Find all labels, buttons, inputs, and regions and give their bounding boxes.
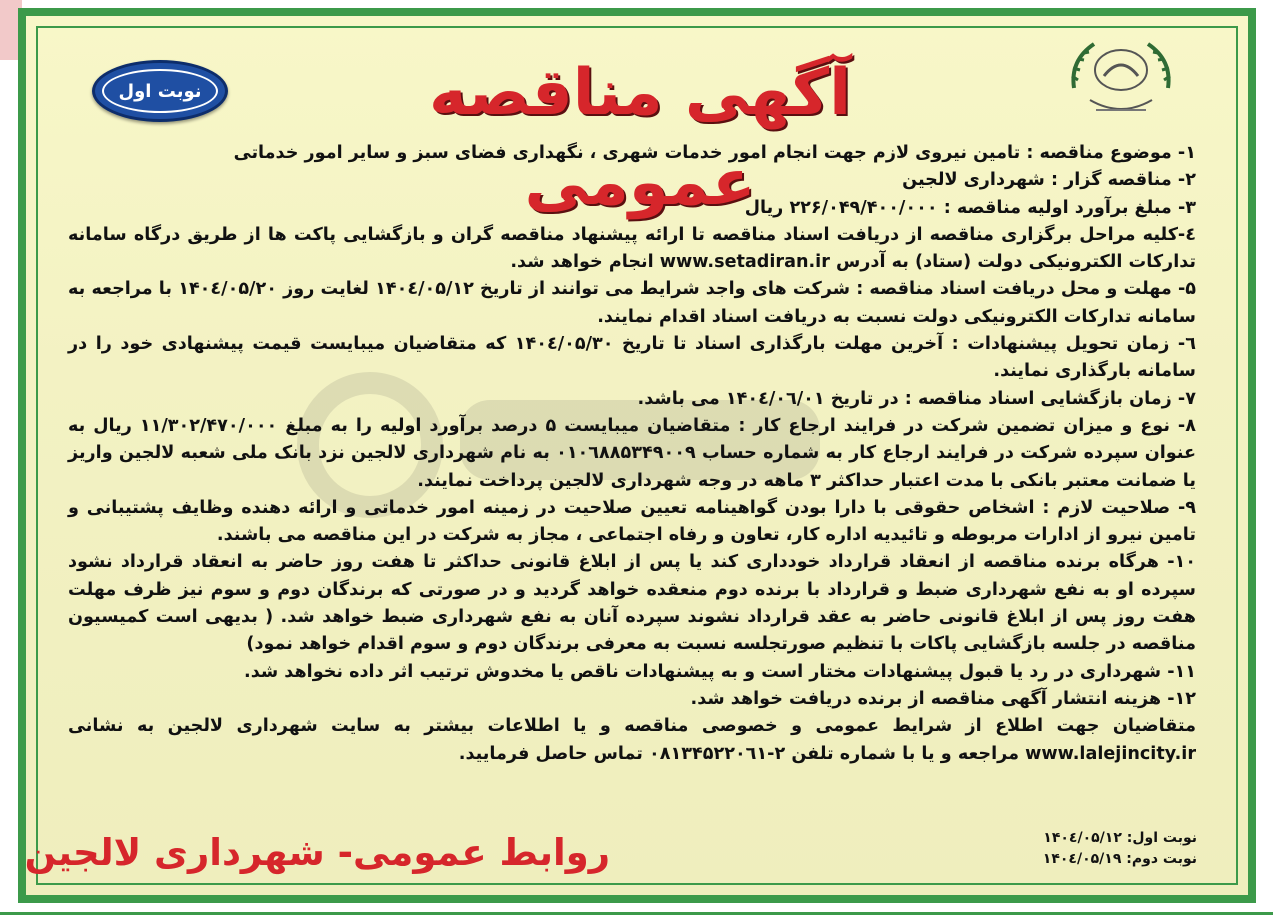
insertion-badge-label: نوبت اول bbox=[102, 69, 218, 113]
footer-signature: روابط عمومی- شهرداری لالجین bbox=[24, 831, 610, 874]
notice-item-subject: ۱- موضوع مناقصه : تامین نیروی لازم جهت انجام امور خدمات شهری ، نگهداری فضای سبز و سایر امور خدماتی bbox=[233, 143, 1196, 163]
notice-item-estimate: ۳- مبلغ برآورد اولیه مناقصه : ۲۲۶/۰۴۹/۴۰۰/۰۰۰ ریال bbox=[744, 197, 1196, 218]
notice-item-document-deadline: ۵- مهلت و محل دریافت اسناد مناقصه : شرکت های واجد شرایط می توانند از تاریخ ۱۴۰٤/۰۵/۱۲ لغایت روز ۱۴۰٤/۰۵/۲۰ با مراجعه به سامانه تدارکات الکترونیکی دولت نسبت به دریافت اسناد اقدام نمایند. bbox=[68, 279, 1197, 327]
bottom-divider bbox=[0, 912, 1273, 915]
notice-item-procedure: ٤-کلیه مراحل برگزاری مناقصه از دریافت اسناد مناقصه تا ارائه پیشنهاد مناقصه گران و بازگشایی پاکت ها از طریق درگاه سامانه تدارکات الکترونیکی دولت (ستاد) به آدرس www.setadiran.ir انجام خواهد شد. bbox=[68, 224, 1196, 273]
notice-item-winner-terms: ۱۰- هرگاه برنده مناقصه از انعقاد قرارداد خودداری کند یا پس از ابلاغ قانونی حداکثر تا هفت روز حاضر به انعقاد قرارداد نشود سپرده او به نفع شهرداری ضبط و قرارداد با برنده دوم منعقده خواهد گردید و در صورتی که برندگان دوم و سوم نیز ظرف مهلت هفت روز پس از ابلاغ قانونی حاضر به عقد قرارداد نشوند سپرده آنان به نفع شهرداری ضبط خواهد شد. ( بدیهی است کمیسیون مناقصه در جلسه بازگشایی پاکات با تنظیم صورتجلسه نسبت به معرفی برندگان دوم و سوم اقدام خواهد نمود) bbox=[68, 552, 1196, 655]
notice-item-organizer: ۲- مناقصه گزار : شهرداری لالجین bbox=[902, 170, 1196, 191]
page-title: آگهی مناقصه عمومی bbox=[429, 56, 851, 220]
notice-item-qualification: ۹- صلاحیت لازم : اشخاص حقوقی با دارا بودن گواهینامه تعیین صلاحیت در زمینه امور خدماتی و ارائه دهنده وظایف پشتیبانی و تامین نیرو از ادارات مربوطه و تائیدیه اداره کار، تعاون و رفاه اجتماعی ، مجاز به شرکت در این مناقصه می باشند. bbox=[68, 497, 1196, 546]
notice-item-rights: ۱۱- شهرداری در رد یا قبول پیشنهادات مختار است و به پیشنهادات ناقص یا مخدوش ترتیب اثر داده نخواهد شد. bbox=[244, 661, 1196, 682]
notice-body bbox=[68, 140, 1196, 768]
notice-item-opening: ۷- زمان بازگشایی اسناد مناقصه : در تاریخ ۱۴۰٤/۰٦/۰۱ می باشد. bbox=[637, 388, 1196, 409]
municipality-logo bbox=[1060, 30, 1182, 130]
notice-item-guarantee: ۸- نوع و میزان تضمین شرکت در فرایند ارجاع کار : متقاضیان میبایست ۵ درصد برآورد اولیه را به مبلغ ۱۱/۳۰۲/۴۷۰/۰۰۰ ریال به عنوان سپرده شرکت در فرایند ارجاع کار به شماره حساب ۰۱۰٦۸۸۵۳۴۹۰۰۹ به نام شهرداری لالجین نزد بانک ملی شعبه لالجین واریز یا ضمانت معتبر بانکی با مدت اعتبار حداکثر ۳ ماهه در وجه شهرداری لالجین پرداخت نمایند. bbox=[68, 415, 1196, 491]
second-publication-date: نوبت دوم: ۱۴۰٤/۰۵/۱۹ bbox=[1042, 851, 1197, 867]
notice-item-cost: ۱۲- هزینه انتشار آگهی مناقصه از برنده دریافت خواهد شد. bbox=[690, 688, 1196, 709]
publication-dates bbox=[1043, 828, 1197, 870]
notice-item-submission: ٦- زمان تحویل پیشنهادات : آخرین مهلت بارگذاری اسناد تا تاریخ ۱۴۰٤/۰۵/۳۰ که متقاضیان میبایست قیمت پیشنهادی خود را در سامانه بارگذاری نمایند. bbox=[68, 334, 1196, 382]
emblem-icon bbox=[1060, 30, 1182, 130]
insertion-badge bbox=[92, 60, 228, 122]
notice-item-contact: متقاضیان جهت اطلاع از شرایط عمومی و خصوصی مناقصه و یا اطلاعات بیشتر به سایت شهرداری لالجین به نشانی www.lalejincity.ir مراجعه و یا با شماره تلفن ۲-۰۸۱۳۴۵۲۲۰٦۱ تماس حاصل فرمایید. bbox=[68, 716, 1196, 764]
first-publication-date: نوبت اول: ۱۴۰٤/۰۵/۱۲ bbox=[1043, 830, 1197, 846]
